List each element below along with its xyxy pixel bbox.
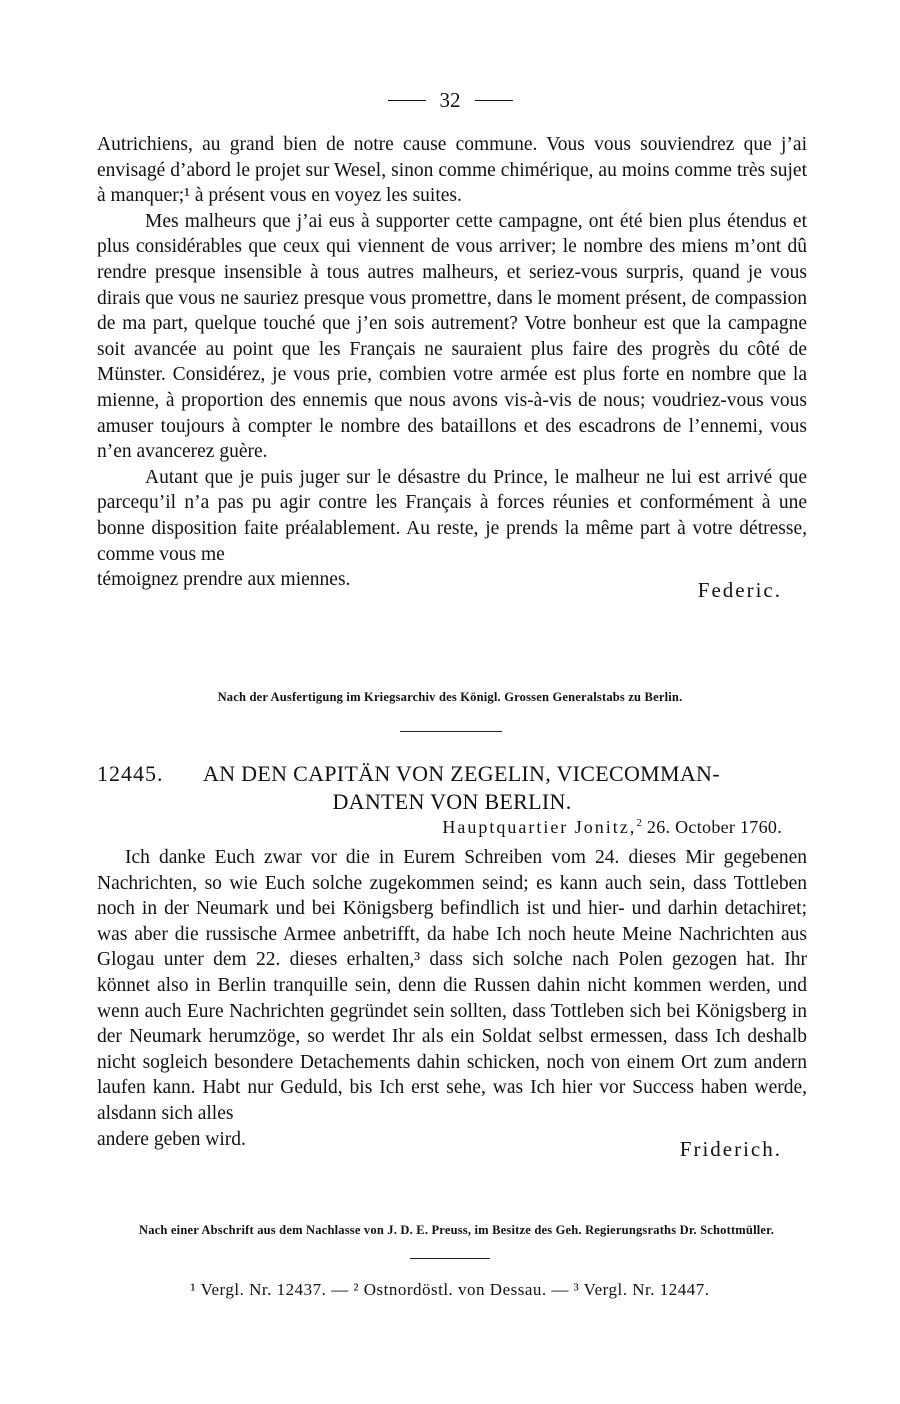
letter1-text: [97, 132, 807, 602]
section-divider: [400, 731, 502, 732]
letter2-source-note: Nach einer Abschrift aus dem Nachlasse von J. D. E. Preuss, im Besitze des Geh. Regierungsraths Dr. Schottmüller.: [139, 1223, 775, 1237]
footnotes: ¹ Vergl. Nr. 12437. — ² Ostnordöstl. von Dessau. — ³ Vergl. Nr. 12447.: [190, 1280, 710, 1299]
letter1-source-note: Nach der Ausfertigung im Kriegsarchiv des Königl. Grossen Generalstabs zu Berlin.: [217, 690, 683, 704]
letter2-heading-line2: DANTEN VON BERLIN.: [332, 789, 572, 814]
letter2-place-footnote-ref: 2: [636, 817, 643, 829]
letter1-paragraph-1: Autrichiens, au grand bien de notre cause commune. Vous vous souviendrez que j’ai envisagé d’abord le projet sur Wesel, sinon comme chimérique, au moins comme très sujet à manquer;¹ à présent vous en voyez les suites.: [97, 134, 807, 207]
letter1-closing: [97, 567, 807, 602]
footnote-divider: [410, 1258, 490, 1259]
letter2-date: 26. October 1760.: [642, 817, 782, 837]
letter1-paragraph-3: Autant que je puis juger sur le désastre du Prince, le malheur ne lui est arrivé que parcequ’il n’a pas pu agir contre les Français à forces réunies et conformément à une bonne disposition faite préalablement. Au reste, je prends la même part à votre détresse, comme vous me: [97, 466, 807, 565]
letter1-last-line: témoignez prendre aux miennes.: [97, 569, 351, 591]
letter2-body: Ich danke Euch zwar vor die in Eurem Schreiben vom 24. dieses Mir gegebenen Nachrichten, so wie Euch solche zugekommen seind; es kann auch sein, dass Tottleben noch in der Neumark und bei Königsberg befindlich ist und hier- und darhin detachiret; was aber die russische Armee anbetrifft, da habe Ich noch heute Meine Nachrichten aus Glogau unter dem 22. dieses erhalten,³ dass sich solche nach Polen gezogen hat. Ihr könnet also in Berlin tranquille sein, denn die Russen dahin nicht kommen werden, und wenn auch Eure Nachrichten gegründet sein sollten, dass Tottleben sich bei Königsberg in der Neumark herumzöge, so werdet Ihr als ein Soldat selbst ermessen, dass Ich deshalb nicht sogleich besondere Detachements dahin schicken, noch von einem Ort zum andern laufen kann. Habt nur Geduld, bis Ich erst sehe, was Ich hier vor Success haben werde, alsdann sich alles: [97, 847, 807, 1124]
letter2-dateline: [442, 817, 782, 838]
letter1-paragraph-2: Mes malheurs que j’ai eus à supporter cette campagne, ont été bien plus étendus et plus considérables que ceux qui viennent de vous arriver; le nombre des miens m’ont dû rendre presque insensible à tous autres malheurs, et seriez-vous surpris, quand je vous dirais que vous ne sauriez presque vous promettre, dans le moment présent, de compassion de ma part, quelque touché que j’en sois autrement? Votre bonheur est que la campagne soit avancée au point que les Français ne sauraient plus faire des progrès du côté de Münster. Considérez, je vous prie, combien votre armée est plus forte en nombre que la mienne, à proportion des ennemis que nous avons vis-à-vis de nous; voudriez-vous vous amuser toujours à compter le nombre des bataillons et des escadrons de l’ennemi, vous n’en avancerez guère.: [97, 210, 807, 463]
page-header: [0, 88, 900, 113]
letter2-heading-line1: AN DEN CAPITÄN VON ZEGELIN, VICECOMMAN-: [203, 761, 720, 786]
letter2-closing: [97, 1127, 807, 1162]
letter2-last-line: andere geben wird.: [97, 1128, 246, 1150]
header-dash-left: [388, 100, 426, 101]
letter1-signature: Federic.: [697, 577, 782, 602]
letter2-signature: Friderich.: [679, 1137, 782, 1162]
page-number: 32: [439, 88, 461, 112]
header-dash-right: [475, 100, 513, 101]
letter2-heading: [97, 760, 807, 816]
letter2-place: Hauptquartier Jonitz,: [442, 817, 637, 837]
letter2-text: [97, 845, 807, 1162]
letter2-number: 12445.: [97, 761, 164, 786]
